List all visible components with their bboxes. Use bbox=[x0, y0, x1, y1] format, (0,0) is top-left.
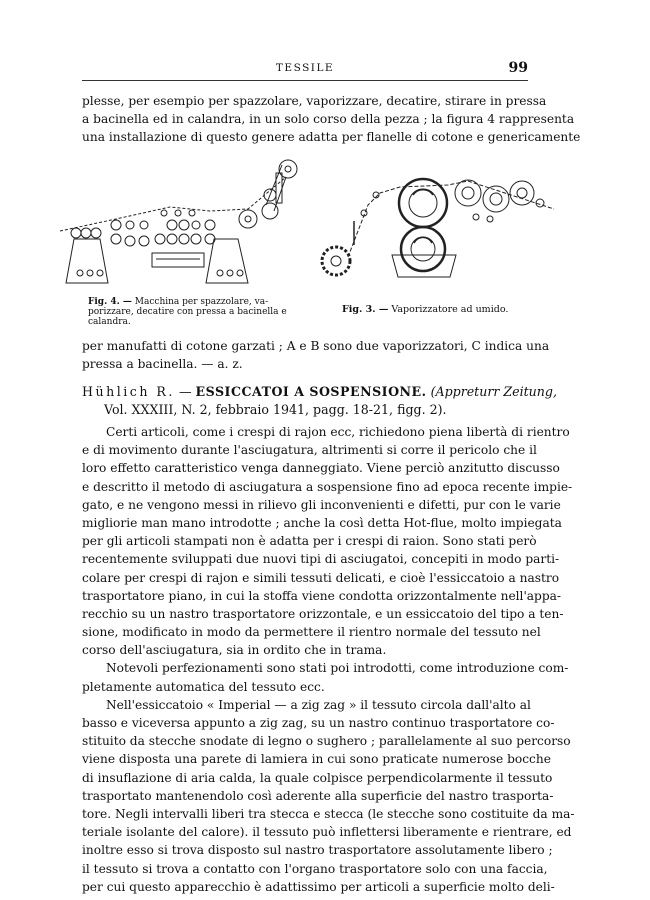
text-line: Notevoli perfezionamenti sono stati poi introdotti, come introduzione com- bbox=[106, 661, 569, 676]
text-line: di insuflazione di aria calda, la quale colpisce perpendicolarmente il tessuto bbox=[82, 770, 553, 785]
figure-3-label: Fig. 3. — bbox=[342, 304, 389, 315]
figure-4-label: Fig. 4. — bbox=[88, 297, 132, 307]
text-line: tore. Negli intervalli liberi tra stecca e stecca (le stecche sono costituite da ma- bbox=[82, 806, 575, 821]
reference-dash: — bbox=[178, 384, 192, 399]
text-line: recentemente sviluppati due nuovi tipi di asciugatoi, concepiti in modo parti- bbox=[82, 552, 560, 567]
bibliographic-reference bbox=[82, 383, 557, 419]
fig4-press-basin bbox=[152, 210, 204, 267]
reference-details: Vol. XXXIII, N. 2, febbraio 1941, pagg. 18-21, figg. 2). bbox=[104, 402, 447, 417]
text-line: viene disposta una parete di lamiera in cui sono praticate numerose bocche bbox=[82, 752, 551, 767]
figure-3-caption-text: Vaporizzatore ad umido. bbox=[391, 304, 509, 315]
text-line: colare per crespi di rajon e simili tessuti delicati, e cioè l'essiccatoio a nastro bbox=[82, 570, 560, 585]
running-title: TESSILE bbox=[275, 62, 335, 74]
figure-4-caption-line2: porizzare, decatire con pressa a bacinella e bbox=[88, 307, 287, 317]
text-line: basso e viceversa appunto a zig zag, su un nastro continuo trasportatore co- bbox=[82, 716, 555, 730]
text-line: trasportatore piano, in cui la stoffa viene condotta orizzontalmente nell'appa- bbox=[82, 588, 562, 603]
fig4-fabric-path bbox=[60, 177, 286, 231]
text-line: Certi articoli, come i crespi di rajon ecc, richiedono piena libertà di rientro bbox=[106, 425, 570, 439]
fig4-left-tank bbox=[66, 228, 108, 283]
text-line: pletamente automatica del tessuto ecc. bbox=[82, 679, 325, 694]
text-line: Nell'essiccatoio « Imperial — a zig zag » il tessuto circola dall'alto al bbox=[106, 697, 531, 712]
text-line: trasportato mantenendolo così aderente alla superficie del nastro trasporta- bbox=[82, 788, 554, 803]
page-number: 99 bbox=[508, 60, 528, 76]
text-line: per manufatti di cotone garzati ; A e B sono due vaporizzatori, C indica una bbox=[82, 339, 550, 353]
fig4-right-tank bbox=[205, 220, 248, 283]
fig3-right-rollers bbox=[455, 180, 544, 222]
fig4-rollers-a bbox=[111, 220, 149, 246]
reference-title: ESSICCATOI A SOSPENSIONE. bbox=[195, 384, 427, 399]
text-line: recchio su un nastro trasportatore orizzontale, e un essiccatoio del tipo a ten- bbox=[82, 606, 564, 621]
text-line: e di movimento durante l'asciugatura, altrimenti si corre il pericolo che il bbox=[82, 443, 537, 458]
text-line: per cui questo apparecchio è adattissimo per articoli a superficie molto deli- bbox=[82, 879, 555, 894]
text-line: migliorie man mano introdotte ; anche la così detta Hot-flue, molto impiegata bbox=[82, 515, 562, 530]
fig4-calender bbox=[239, 160, 297, 228]
reference-author: Hühlich R. bbox=[82, 384, 175, 399]
text-line: corso dell'asciugatura, sia in ordito che in trama. bbox=[82, 643, 387, 658]
fig3-fabric-path bbox=[348, 181, 554, 257]
reference-journal: (Appreturr Zeitung, bbox=[430, 384, 557, 399]
figure-3-diagram bbox=[318, 165, 558, 290]
article-body bbox=[82, 423, 575, 896]
text-line: a bacinella ed in calandra, in un solo corso della pezza ; la figura 4 rappresenta bbox=[82, 112, 575, 127]
text-line: sione, modificato in modo da permettere il rientro normale del tessuto nel bbox=[82, 625, 541, 640]
text-line: inoltre esso si trova disposto sul nastro trasportatore assolutamente libero ; bbox=[82, 843, 553, 858]
fig3-left-beam bbox=[322, 192, 379, 275]
figure-4-diagram bbox=[60, 155, 310, 290]
after-figures-paragraph bbox=[82, 337, 550, 373]
text-line: e descritto il metodo di asciugatura a sospensione fino ad epoca recente impie- bbox=[82, 479, 573, 494]
text-line: pressa a bacinella. — a. z. bbox=[82, 357, 243, 372]
text-line: il tessuto si trova a contatto con l'organo trasportatore solo con una faccia, bbox=[82, 861, 548, 876]
text-line: per gli articoli stampati non è adatta per i crespi di raion. Sono stati però bbox=[82, 534, 537, 549]
text-line: loro effetto caratteristico venga danneggiato. Viene perciò anzitutto discusso bbox=[82, 461, 560, 476]
fig3-basin bbox=[392, 255, 456, 277]
figure-3-caption bbox=[342, 305, 542, 315]
text-line: gato, e ne vengono messi in rilievo gli inconvenienti e difetti, pur con le varie bbox=[82, 497, 561, 512]
text-line: una installazione di questo genere adatta per flanelle di cotone e genericamente bbox=[82, 130, 581, 145]
text-line: plesse, per esempio per spazzolare, vaporizzare, decatire, stirare in pressa bbox=[82, 94, 547, 108]
figure-4-caption-line3: calandra. bbox=[88, 317, 131, 327]
running-header bbox=[82, 61, 528, 77]
fig3-lower-cylinder bbox=[401, 227, 445, 271]
text-line: teriale isolante del calore). il tessuto può inflettersi liberamente e rientrare, ed bbox=[82, 825, 572, 840]
text-line: stituito da stecche snodate di legno o sughero ; parallelamente al suo percorso bbox=[82, 734, 571, 749]
figure-4-caption-line1: Macchina per spazzolare, va- bbox=[134, 297, 269, 307]
fig4-rollers-b bbox=[155, 220, 201, 244]
figure-4-caption bbox=[88, 297, 310, 327]
intro-paragraph bbox=[82, 92, 581, 147]
header-rule bbox=[82, 80, 528, 81]
